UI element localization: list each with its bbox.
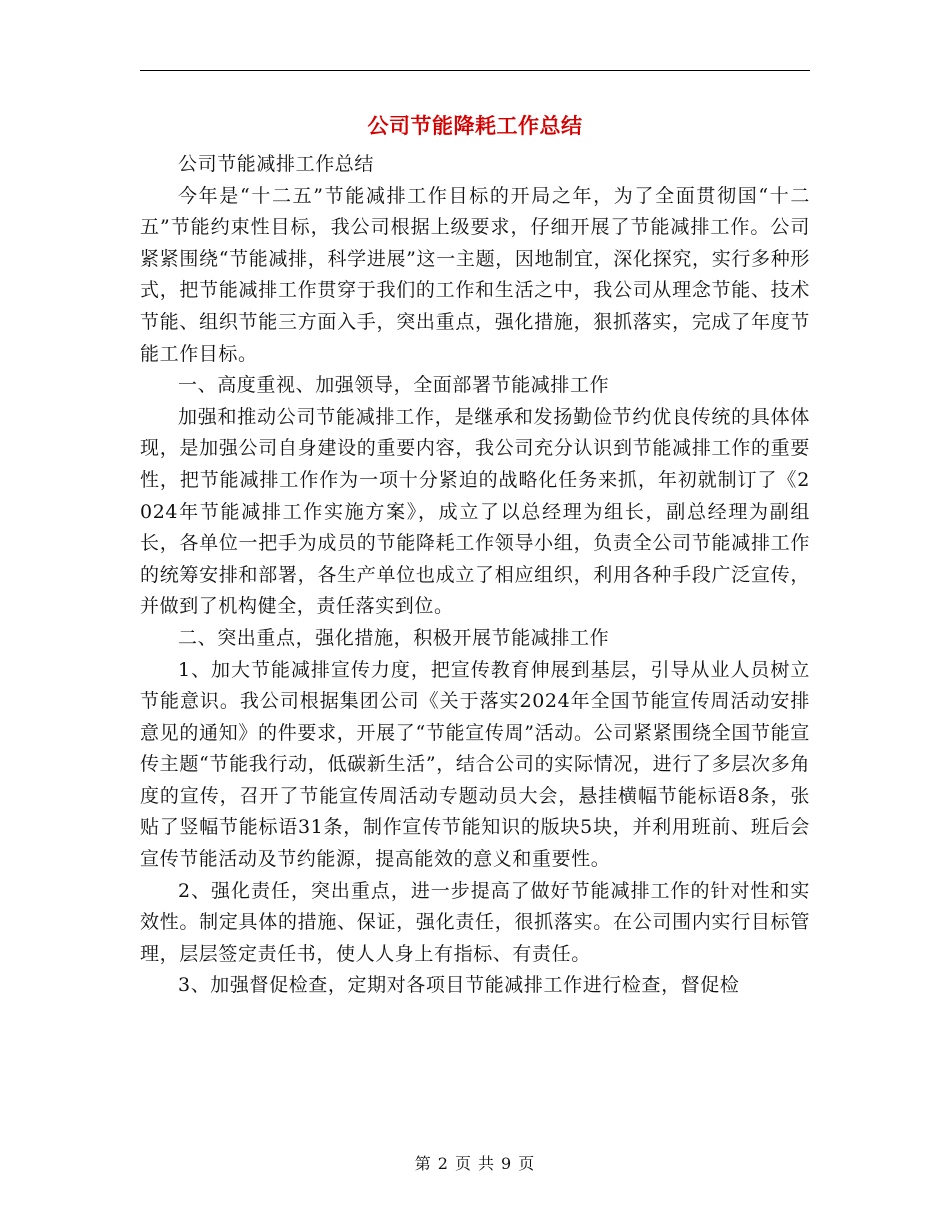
paragraph-subtitle: 公司节能减排工作总结 bbox=[178, 153, 375, 175]
footer-prefix: 第 bbox=[414, 1154, 432, 1173]
paragraph-intro: 今年是“十二五”节能减排工作目标的开局之年，为了全面贯彻国“十二五”节能约束性目标，我公司根据上级要求，仔细开展了节能减排工作。公司紧紧围绕“节能减排，科学进展”这一主题，因地制宜，深化探究，实行多种形式，把节能减排工作贯穿于我们的工作和生活之中，我公司从理念节能、技术节能、组织节能三方面入手，突出重点，强化措施，狠抓落实，完成了年度节能工作目标。 bbox=[140, 184, 810, 365]
section-heading-1: 一、高度重视、加强领导，全面部署节能减排工作 bbox=[178, 374, 610, 397]
paragraph-item-1: 1、加大节能减排宣传力度，把宣传教育伸展到基层，引导从业人员树立节能意识。我公司根据集团公司《关于落实2024年全国节能宣传周活动安排意见的通知》的件要求，开展了“节能宣传周”活动。公司紧紧围绕全国节能宣传主题“节能我行动，低碳新生活”，结合公司的实际情况，进行了多层次多角度的宣传，召开了节能宣传周活动专题动员大会，悬挂横幅节能标语8条，张贴了竖幅节能标语31条，制作宣传节能知识的版块5块，并利用班前、班后会宣传节能活动及节约能源，提高能效的意义和重要性。 bbox=[140, 658, 810, 871]
document-title: 公司节能降耗工作总结 bbox=[367, 114, 583, 138]
page-number-footer bbox=[0, 1152, 950, 1176]
document-body bbox=[140, 149, 810, 1002]
section-heading-2: 二、突出重点，强化措施，积极开展节能减排工作 bbox=[178, 626, 610, 649]
footer-current-page: 2 bbox=[437, 1154, 449, 1173]
paragraph-section-1: 加强和推动公司节能减排工作，是继承和发扬勤俭节约优良传统的具体体现，是加强公司自身建设的重要内容，我公司充分认识到节能减排工作的重要性，把节能减排工作作为一项十分紧迫的战略化任务来抓，年初就制订了《2024年节能减排工作实施方案》，成立了以总经理为组长，副总经理为副组长，各单位一把手为成员的节能降耗工作领导小组，负责全公司节能减排工作的统筹安排和部署，各生产单位也成立了相应组织，利用各种手段广泛宣传，并做到了机构健全，责任落实到位。 bbox=[140, 405, 810, 618]
paragraph-item-2: 2、强化责任，突出重点，进一步提高了做好节能减排工作的针对性和实效性。制定具体的措施、保证，强化责任，很抓落实。在公司围内实行目标管理，层层签定责任书，使人人身上有指标、有责任。 bbox=[140, 879, 810, 965]
footer-middle: 页 共 bbox=[454, 1154, 496, 1173]
footer-total-pages: 9 bbox=[501, 1154, 513, 1173]
header-rule bbox=[140, 70, 810, 71]
footer-suffix: 页 bbox=[518, 1154, 536, 1173]
paragraph-item-3: 3、加强督促检查，定期对各项目节能减排工作进行检查，督促检 bbox=[178, 974, 740, 997]
